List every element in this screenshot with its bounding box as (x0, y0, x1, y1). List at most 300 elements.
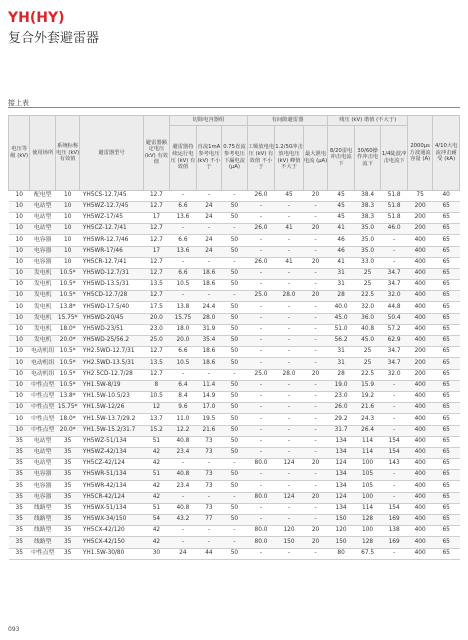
table-cell: 41 (328, 257, 355, 268)
table-cell: 41 (328, 224, 355, 235)
table-cell: 10 (9, 291, 30, 302)
table-cell: - (196, 190, 222, 201)
table-cell: 46 (328, 246, 355, 257)
table-cell: 发电机 (30, 302, 56, 313)
table-cell: 35.0 (354, 224, 381, 235)
table-cell: 42 (143, 492, 170, 503)
table-cell: 73 (196, 436, 222, 447)
table-cell: YH5WD-13.5/31 (80, 280, 143, 291)
table-cell: 28.0 (196, 313, 222, 324)
table-cell: 65 (433, 391, 460, 402)
table-cell: - (381, 391, 408, 402)
col-header: 最大泄电电流 (μA) (303, 125, 328, 190)
table-cell: - (247, 481, 275, 492)
table-cell: 24 (196, 235, 222, 246)
table-cell: - (303, 481, 328, 492)
table-cell: 73 (196, 481, 222, 492)
table-row (9, 414, 460, 425)
table-cell: 400 (407, 313, 433, 324)
table-cell: 134 (328, 470, 355, 481)
table-cell: 10 (9, 324, 30, 335)
table-row (9, 391, 460, 402)
table-cell: - (303, 425, 328, 436)
table-cell: 18.6 (196, 347, 222, 358)
table-cell: 50 (222, 212, 248, 223)
table-cell: 154 (381, 436, 408, 447)
table-cell: 50 (222, 336, 248, 347)
table-cell: 51.8 (381, 201, 408, 212)
table-cell: 10.5* (55, 358, 79, 369)
table-row (9, 336, 460, 347)
table-cell: 21.6 (196, 425, 222, 436)
table-cell: 31 (328, 347, 355, 358)
table-cell: 10.5 (143, 391, 170, 402)
table-cell: - (170, 291, 197, 302)
table-cell: - (170, 224, 197, 235)
table-cell: 51 (143, 503, 170, 514)
table-cell: 电容器 (30, 492, 56, 503)
table-cell: - (275, 201, 304, 212)
table-cell: 65 (433, 526, 460, 537)
table-cell: 15.75 (170, 313, 197, 324)
table-cell: 12.7 (143, 224, 170, 235)
table-cell: 12.7 (143, 190, 170, 201)
table-cell: 10 (9, 347, 30, 358)
table-cell: 23.0 (143, 324, 170, 335)
table-cell: 10.5* (55, 268, 79, 279)
table-cell: 124 (275, 459, 304, 470)
table-cell: 65 (433, 503, 460, 514)
table-cell: 28.0 (275, 291, 304, 302)
table-cell: 31 (328, 280, 355, 291)
table-cell: - (275, 548, 304, 559)
table-cell: 34.7 (381, 268, 408, 279)
table-cell: 10.5* (55, 369, 79, 380)
table-cell: 42 (143, 459, 170, 470)
table-cell: 169 (381, 537, 408, 548)
table-cell: 80.0 (247, 537, 275, 548)
table-cell: 12 (143, 403, 170, 414)
table-cell: 45 (328, 201, 355, 212)
table-cell: 43.2 (170, 515, 197, 526)
table-cell: 400 (407, 548, 433, 559)
table-cell: 65 (433, 447, 460, 458)
table-cell: - (170, 537, 197, 548)
table-cell: 20 (303, 526, 328, 537)
table-cell: 40 (433, 190, 460, 201)
table-cell: 51.8 (381, 190, 408, 201)
table-cell: 12.7 (143, 235, 170, 246)
table-cell: - (247, 414, 275, 425)
table-cell: 电站型 (30, 459, 56, 470)
table-cell: 10 (55, 212, 79, 223)
table-cell: YH2.5WD-13.5/31 (80, 358, 143, 369)
table-cell: 400 (407, 492, 433, 503)
table-cell: 8 (143, 380, 170, 391)
table-cell: 24 (196, 246, 222, 257)
table-cell: 6.6 (170, 268, 197, 279)
table-row (9, 268, 460, 279)
col-header: 避雷器型号 (80, 116, 143, 191)
col-header: 1.2/50冲击放电电压 (kV) 峰值 不大于 (275, 125, 304, 190)
table-cell: - (170, 190, 197, 201)
table-cell: 26.0 (247, 257, 275, 268)
col-header: 1/4陡波冲击电流下 (381, 125, 408, 190)
table-row (9, 436, 460, 447)
table-cell: - (275, 336, 304, 347)
table-cell: 13.5 (143, 358, 170, 369)
table-cell: 18.6 (196, 358, 222, 369)
table-cell: 65 (433, 358, 460, 369)
table-cell: 400 (407, 324, 433, 335)
table-cell: 10 (9, 302, 30, 313)
table-cell: 65 (433, 302, 460, 313)
table-cell: 400 (407, 481, 433, 492)
table-cell: - (275, 268, 304, 279)
table-cell: - (170, 459, 197, 470)
table-cell: 20 (303, 190, 328, 201)
table-cell: YH5CZ-42/124 (80, 459, 143, 470)
table-cell: 发电机 (30, 324, 56, 335)
table-cell: 65 (433, 492, 460, 503)
table-cell: 134 (328, 447, 355, 458)
table-cell: - (275, 347, 304, 358)
table-cell: - (247, 548, 275, 559)
table-cell: 38.4 (354, 190, 381, 201)
table-cell: 电容器 (30, 481, 56, 492)
table-cell: 24 (196, 212, 222, 223)
table-cell: - (247, 403, 275, 414)
table-cell: - (247, 212, 275, 223)
table-cell: 51.8 (381, 212, 408, 223)
table-cell: 25 (354, 268, 381, 279)
table-row (9, 280, 460, 291)
table-cell: 65 (433, 212, 460, 223)
table-cell: - (247, 503, 275, 514)
table-cell: 35 (55, 515, 79, 526)
table-row (9, 380, 460, 391)
table-cell: 200 (407, 369, 433, 380)
table-cell: 42 (143, 481, 170, 492)
table-cell: 50 (222, 503, 248, 514)
table-cell: 线路型 (30, 503, 56, 514)
table-cell: 35 (9, 436, 30, 447)
table-cell: 发电机 (30, 280, 56, 291)
table-cell: - (247, 447, 275, 458)
table-cell: 电站型 (30, 224, 56, 235)
table-cell: 电容器 (30, 470, 56, 481)
table-cell: YH5WX-34/150 (80, 515, 143, 526)
table-cell: 24.3 (354, 414, 381, 425)
table-cell: 34.7 (381, 347, 408, 358)
table-cell: 13.8* (55, 302, 79, 313)
col-header: 避雷器额定电压 (kV) 有效值 (143, 116, 170, 191)
table-row (9, 492, 460, 503)
table-cell: 28 (328, 291, 355, 302)
table-cell: YH1.5W-13.7/29.2 (80, 414, 143, 425)
table-cell: 31.7 (328, 425, 355, 436)
table-row (9, 302, 460, 313)
table-cell: 10 (9, 257, 30, 268)
product-title-cn: 复合外套避雷器 (8, 31, 100, 46)
table-cell: 50 (222, 235, 248, 246)
table-cell: 22.5 (354, 369, 381, 380)
table-cell: 线路型 (30, 526, 56, 537)
table-cell: 10 (9, 380, 30, 391)
table-cell: 33.0 (354, 257, 381, 268)
table-cell: 10 (9, 414, 30, 425)
table-cell: - (381, 403, 408, 414)
table-cell: - (247, 515, 275, 526)
table-cell: 35 (9, 470, 30, 481)
table-cell: - (196, 291, 222, 302)
table-cell: YH5WZ-17/45 (80, 212, 143, 223)
table-cell: 65 (433, 324, 460, 335)
table-cell: YH5WZ-12.7/45 (80, 201, 143, 212)
table-cell: - (196, 459, 222, 470)
table-cell: 25.0 (247, 369, 275, 380)
table-cell: 线路型 (30, 537, 56, 548)
table-cell: 73 (196, 503, 222, 514)
table-cell: - (247, 391, 275, 402)
table-row (9, 291, 460, 302)
table-cell: 电站型 (30, 436, 56, 447)
table-cell: - (381, 257, 408, 268)
table-cell: 38.3 (354, 201, 381, 212)
table-cell: 65 (433, 425, 460, 436)
table-row (9, 190, 460, 201)
table-cell: - (275, 235, 304, 246)
table-cell: 18.6 (196, 280, 222, 291)
col-header: 直流1mA参考电压 (kV) 不小于 (196, 125, 222, 190)
table-cell: YH5CZ-12.7/41 (80, 224, 143, 235)
table-cell: 44.8 (381, 302, 408, 313)
table-cell: 20.0* (55, 336, 79, 347)
table-cell: 124 (275, 492, 304, 503)
table-cell: YH1.5W-15.2/31.7 (80, 425, 143, 436)
table-cell: 25 (354, 347, 381, 358)
table-cell: 17.5 (143, 302, 170, 313)
table-cell: 400 (407, 503, 433, 514)
table-cell: 38.3 (354, 212, 381, 223)
table-cell: 50 (222, 358, 248, 369)
table-cell: 400 (407, 391, 433, 402)
table-cell: 30 (143, 548, 170, 559)
table-cell: 电容器 (30, 257, 56, 268)
table-cell: 51 (143, 436, 170, 447)
table-cell: 400 (407, 336, 433, 347)
table-cell: 134 (328, 436, 355, 447)
table-cell: 31 (328, 268, 355, 279)
table-cell: 11.4 (196, 380, 222, 391)
table-cell: 200 (407, 212, 433, 223)
table-cell: 26.0 (247, 224, 275, 235)
table-cell: 100 (354, 492, 381, 503)
table-cell: 120 (328, 526, 355, 537)
table-cell: 10 (9, 190, 30, 201)
table-cell: 中性点型 (30, 425, 56, 436)
table-cell: 32.0 (354, 302, 381, 313)
table-cell: 12.2 (170, 425, 197, 436)
table-cell: 12.7 (143, 369, 170, 380)
table-cell: 13.8 (170, 302, 197, 313)
table-cell: 50 (222, 268, 248, 279)
table-cell: - (247, 324, 275, 335)
table-cell: 400 (407, 280, 433, 291)
table-cell: 23.4 (170, 447, 197, 458)
table-cell: 29.2 (328, 414, 355, 425)
table-cell: - (247, 246, 275, 257)
table-cell: 6.4 (170, 380, 197, 391)
table-row (9, 369, 460, 380)
table-cell: 26.4 (354, 425, 381, 436)
table-cell: 20 (303, 257, 328, 268)
table-cell: 400 (407, 447, 433, 458)
table-cell: 65 (433, 414, 460, 425)
table-cell: 23.0 (328, 391, 355, 402)
table-cell: 50 (222, 425, 248, 436)
table-cell: - (381, 380, 408, 391)
table-cell: - (303, 280, 328, 291)
table-cell: 19.5 (196, 414, 222, 425)
table-cell: - (247, 470, 275, 481)
table-cell: 65 (433, 470, 460, 481)
table-cell: 50 (222, 414, 248, 425)
table-header-group-row (9, 116, 460, 126)
table-cell: YH1.5W-12/26 (80, 403, 143, 414)
table-cell: 77 (196, 515, 222, 526)
table-cell: 34.7 (381, 358, 408, 369)
table-cell: 26.0 (328, 403, 355, 414)
table-cell: 10 (9, 313, 30, 324)
table-cell: 25 (354, 280, 381, 291)
table-cell: 56.2 (328, 336, 355, 347)
table-cell: 发电机 (30, 291, 56, 302)
table-cell: 发电机 (30, 336, 56, 347)
table-cell: YH5CD-12.7/28 (80, 291, 143, 302)
table-cell: 15.75* (55, 313, 79, 324)
table-cell: 41 (275, 257, 304, 268)
table-cell: - (275, 324, 304, 335)
table-cell: 中性点型 (30, 380, 56, 391)
table-cell: 8.4 (170, 391, 197, 402)
table-cell: 13.8* (55, 391, 79, 402)
table-cell: 50.4 (381, 313, 408, 324)
table-cell: 35 (9, 515, 30, 526)
table-cell: 电容器 (30, 235, 56, 246)
table-cell: - (222, 459, 248, 470)
table-cell: YH1.5W-8/19 (80, 380, 143, 391)
table-cell: 51.0 (328, 324, 355, 335)
table-cell: - (275, 358, 304, 369)
table-cell: 中性点型 (30, 548, 56, 559)
table-cell: 114 (354, 447, 381, 458)
col-header: 避雷器持续运行电压 (kV) 有效值 (170, 125, 197, 190)
table-cell: 24 (170, 548, 197, 559)
table-cell: 15.9 (354, 380, 381, 391)
table-cell: 24.4 (196, 302, 222, 313)
table-cell: 42 (143, 526, 170, 537)
table-cell: 10 (55, 224, 79, 235)
table-cell: 35 (9, 481, 30, 492)
table-cell: 44 (196, 548, 222, 559)
table-cell: 10.5* (55, 347, 79, 358)
table-cell: - (381, 481, 408, 492)
table-cell: - (275, 436, 304, 447)
table-cell: 17 (143, 246, 170, 257)
table-cell: - (381, 246, 408, 257)
table-cell: 45 (275, 190, 304, 201)
table-cell: 50 (222, 515, 248, 526)
table-cell: 电容器 (30, 246, 56, 257)
table-cell: 154 (381, 447, 408, 458)
table-cell: 400 (407, 526, 433, 537)
table-cell: 40.8 (170, 470, 197, 481)
table-cell: 105 (354, 481, 381, 492)
table-cell: 12.7 (143, 291, 170, 302)
table-row (9, 515, 460, 526)
table-row (9, 257, 460, 268)
table-cell: 42 (143, 537, 170, 548)
table-cell: - (222, 537, 248, 548)
table-cell: - (275, 503, 304, 514)
table-cell: 65 (433, 257, 460, 268)
group-header-fault: 有间隙避雷器 (247, 116, 328, 126)
table-cell: - (247, 313, 275, 324)
table-cell: YH5WX-51/134 (80, 503, 143, 514)
table-cell: YH5CR-12.7/41 (80, 257, 143, 268)
table-cell: - (303, 391, 328, 402)
table-row (9, 447, 460, 458)
table-row (9, 481, 460, 492)
table-cell: 电动机组 (30, 347, 56, 358)
table-cell: 32.0 (381, 291, 408, 302)
table-row (9, 201, 460, 212)
table-cell: - (303, 447, 328, 458)
table-cell: 20.0* (55, 425, 79, 436)
table-cell: 20 (303, 492, 328, 503)
table-cell: - (247, 336, 275, 347)
table-cell: 18.0* (55, 324, 79, 335)
table-cell: 31.9 (196, 324, 222, 335)
table-cell: 80 (328, 548, 355, 559)
table-cell: - (303, 358, 328, 369)
table-cell: 35 (55, 436, 79, 447)
table-cell: - (170, 492, 197, 503)
table-cell: YH5WD-25/56.2 (80, 336, 143, 347)
table-cell: - (222, 369, 248, 380)
table-cell: - (247, 425, 275, 436)
table-cell: - (381, 470, 408, 481)
table-cell: 9.6 (170, 403, 197, 414)
table-cell: - (303, 515, 328, 526)
table-cell: - (275, 246, 304, 257)
table-cell: 400 (407, 268, 433, 279)
table-cell: 114 (354, 436, 381, 447)
table-cell: YH1.5W-30/80 (80, 548, 143, 559)
table-cell: - (381, 425, 408, 436)
table-cell: 21.6 (354, 403, 381, 414)
table-cell: 10 (9, 391, 30, 402)
table-cell: - (303, 324, 328, 335)
table-cell: - (222, 291, 248, 302)
table-cell: 73 (196, 470, 222, 481)
table-cell: YH5WD-17.5/40 (80, 302, 143, 313)
table-cell: 65 (433, 459, 460, 470)
table-cell: 50 (222, 548, 248, 559)
table-cell: 20 (303, 537, 328, 548)
table-cell: 65 (433, 481, 460, 492)
